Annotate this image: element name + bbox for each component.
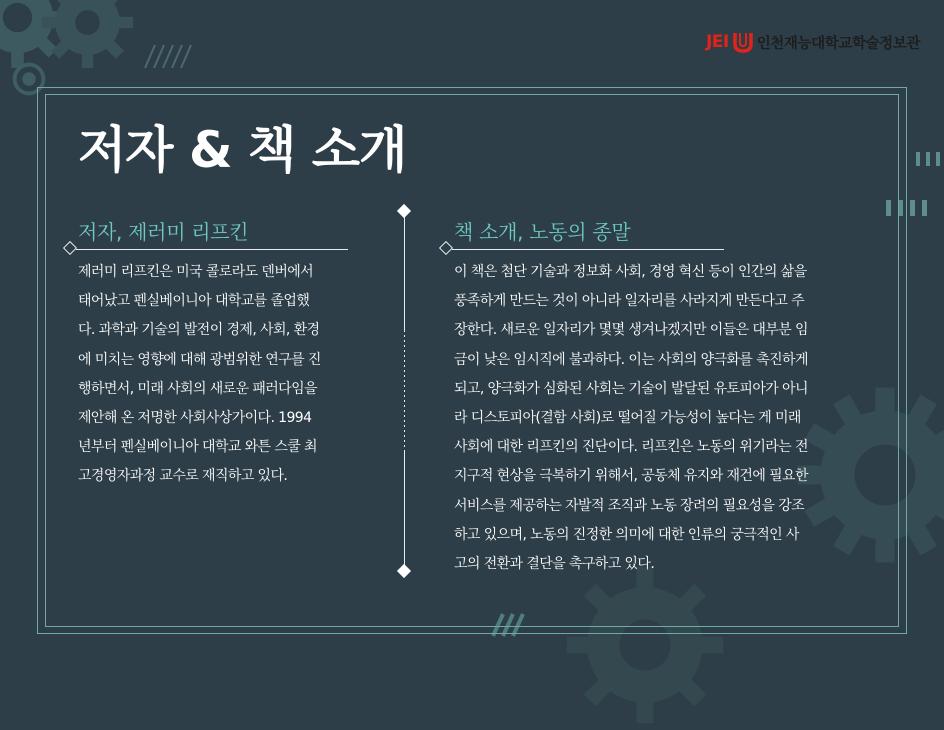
book-heading: 책 소개, 노동의 종말 — [454, 220, 631, 244]
author-heading-underline — [76, 249, 348, 250]
stripe-decoration — [910, 150, 944, 170]
author-line: 행하면서, 미래 사회의 새로운 패러다임을 — [78, 380, 317, 397]
gear-icon — [40, 0, 135, 70]
author-description — [78, 258, 378, 492]
book-line: 풍족하게 만드는 것이 아니라 일자리를 사라지게 만든다고 주 — [454, 293, 805, 310]
logo-name: 인천재능대학교학술정보관 — [756, 35, 920, 52]
book-line: 하고 있으며, 노동의 진정한 의미에 대한 인류의 궁극적인 사 — [454, 526, 799, 543]
library-logo — [706, 31, 920, 53]
book-line: 장한다. 새로운 일자리가 몇몇 생겨나겠지만 이들은 대부분 임 — [454, 322, 808, 339]
page-title: 저자 & 책 소개 — [78, 121, 407, 179]
stripe-decoration — [140, 40, 200, 70]
author-line: 에 미치는 영향에 대해 광범위한 연구를 진 — [78, 351, 321, 368]
book-line: 라 디스토피아(결함 사회)로 떨어질 가능성이 높다는 게 미래 — [454, 410, 801, 427]
author-line: 년부터 펜실베이니아 대학교 와튼 스쿨 최 — [78, 439, 317, 456]
book-line: 되고, 양극화가 심화된 사회는 기술이 발달된 유토피아가 아니 — [454, 380, 808, 397]
book-line: 금이 낮은 임시직에 불과하다. 이는 사회의 양극화를 촉진하게 — [454, 351, 808, 368]
author-line: 제안해 온 저명한 사회사상가이다. 1994 — [78, 410, 312, 427]
logo-mark-text: JEI — [705, 32, 729, 52]
author-heading: 저자, 제러미 리프킨 — [78, 220, 249, 244]
author-line: 제러미 리프킨은 미국 콜로라도 덴버에서 — [78, 264, 314, 280]
column-divider — [404, 210, 405, 572]
book-line: 지구적 현상을 극복하기 위해서, 공동체 유지와 재건에 필요한 — [454, 468, 808, 485]
book-line: 이 책은 첨단 기술과 정보화 사회, 경영 혁신 등이 인간의 삶을 — [454, 264, 807, 280]
author-line: 다. 과학과 기술의 발전이 경제, 사회, 환경 — [78, 322, 320, 339]
book-heading-underline — [452, 249, 724, 250]
book-line: 서비스를 제공하는 자발적 조직과 노동 장려의 필요성을 강조 — [454, 497, 805, 514]
book-description — [454, 258, 874, 579]
author-line: 고경영자과정 교수로 재직하고 있다. — [78, 468, 288, 485]
book-line: 고의 전환과 결단을 촉구하고 있다. — [454, 556, 655, 573]
logo-emblem-icon — [733, 31, 753, 53]
author-line: 태어났고 펜실베이니아 대학교를 졸업했 — [78, 293, 310, 310]
book-line: 사회에 대한 리프킨의 진단이다. 리프킨은 노동의 위기라는 전 — [454, 439, 808, 456]
